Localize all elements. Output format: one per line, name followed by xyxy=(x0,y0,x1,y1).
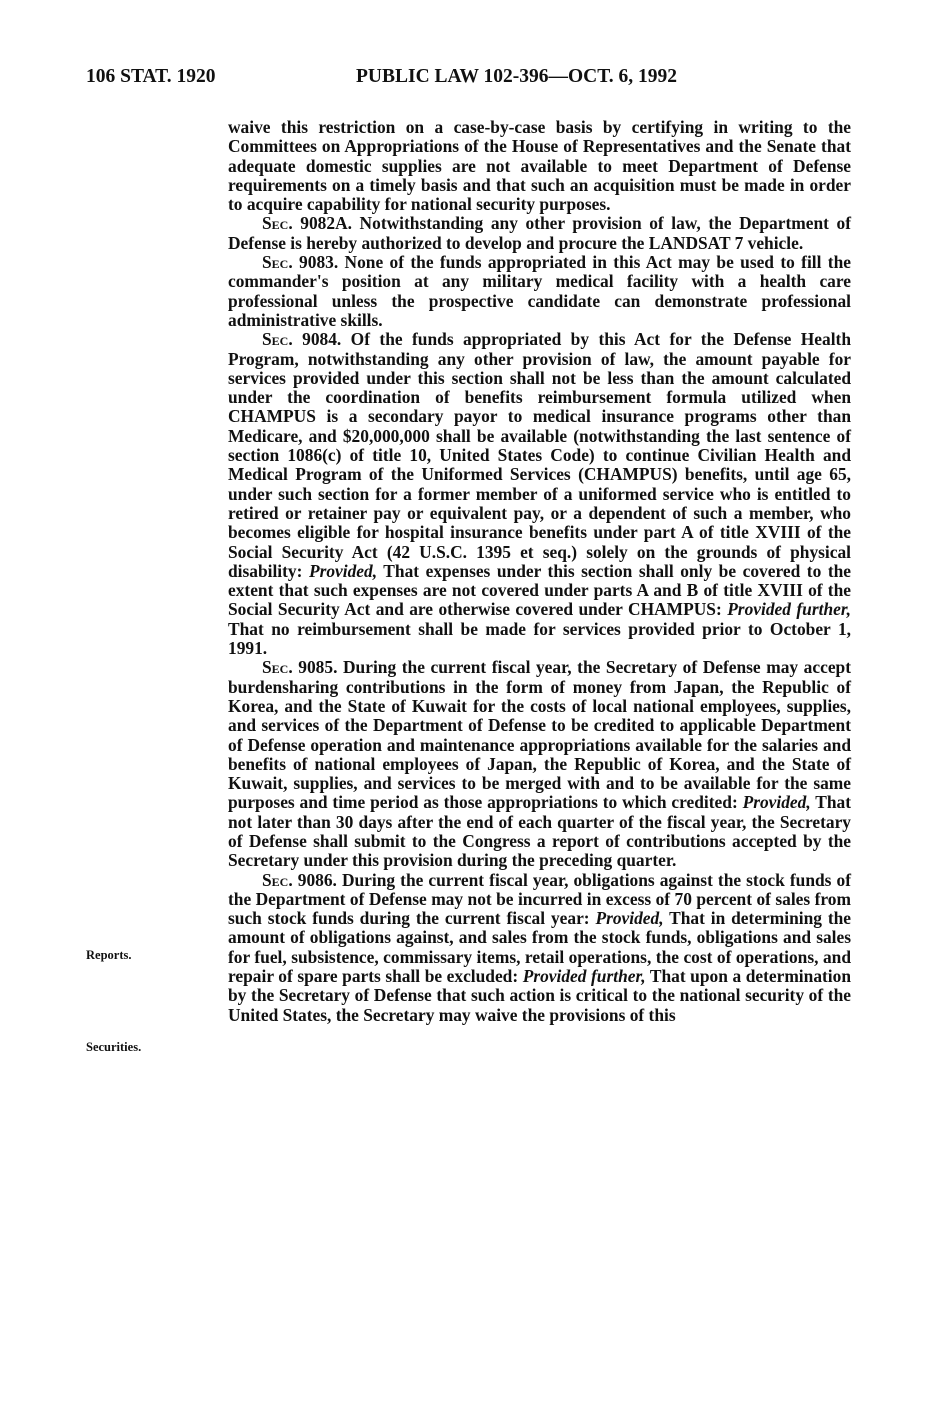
section-9082a: Sec. 9082A. Notwithstanding any other provision of law, the Department of Defense is hereby authorized to develop and procure the LANDSAT 7 vehicle. xyxy=(228,213,851,253)
section-label: Sec. xyxy=(262,252,293,273)
paragraph-continuation: waive this restriction on a case-by-case basis by certifying in writing to the Committees on Appropriations of the House of Representatives and the Senate that adequate domestic supplies are not available to meet Department of Defense requirements on a timely basis and that such an acquisition must be made in order to acquire capability for national security purposes. xyxy=(228,117,851,215)
proviso-label: Provided further, xyxy=(522,966,646,987)
stat-page-reference: 106 STAT. 1920 xyxy=(86,66,216,87)
proviso-label: Provided, xyxy=(595,908,664,929)
section-9084: Sec. 9084. Of the funds appropriated by this Act for the Defense Health Program, notwithstanding any other provision of law, the amount payable for services provided under this section shall not be less than the amount calculated under the coordination of benefits reimbursement formula utilized when CHAMPUS is a secondary payor to medical insurance programs other than Medicare, and $20,000,000 shall be available (notwithstanding the last sentence of section 1086(c) of title 10, United States Code) to continue Civilian Health and Medical Program of the Uniformed Services (CHAMPUS) benefits, until age 65, under such section for a former member of a uniformed service who is entitled to retired or retainer pay or equivalent pay, or a dependent of such a member, who becomes eligible for hospital insurance benefits under part A of title XVIII of the Social Security Act (42 U.S.C. 1395 et seq.) solely on the grounds of physical disability: Provided, That expenses under this section shall only be covered to the extent that such expenses are not covered under parts A and B of title XVIII of the Social Security Act and are otherwise covered under CHAMPUS: Provided further, That no reimbursement shall be made for services provided prior to October 1, 1991. xyxy=(228,329,851,659)
public-law-title: PUBLIC LAW 102-396—OCT. 6, 1992 xyxy=(356,66,678,87)
proviso-label: Provided further, xyxy=(727,599,851,620)
section-label: Sec. xyxy=(262,213,293,234)
margin-note-securities: Securities. xyxy=(86,1040,142,1054)
section-9086: Sec. 9086. During the current fiscal year, obligations against the stock funds of the Department of Defense may not be incurred in excess of 70 percent of sales from such stock funds during the current fiscal year: Provided, That in determining the amount of obligations against, and sales from the stock funds, obligations and sales for fuel, subsistence, commissary items, retail operations, the cost of operations, and repair of spare parts shall be excluded: Provided further, That upon a determination by the Secretary of Defense that such action is critical to the national security of the United States, the Secretary may waive the provisions of this xyxy=(228,869,852,1025)
margin-note-reports: Reports. xyxy=(86,948,132,962)
section-9083: Sec. 9083. None of the funds appropriated in this Act may be used to fill the commander's position at any military medical facility with a health care professional unless the prospective candidate can demonstrate professional administrative skills. xyxy=(228,252,851,330)
section-label: Sec. xyxy=(262,869,293,890)
section-label: Sec. xyxy=(262,657,293,678)
proviso-label: Provided, xyxy=(308,560,378,581)
section-9085: Sec. 9085. During the current fiscal year, the Secretary of Defense may accept burdensharing contributions in the form of money from Japan, the Republic of Korea, and the State of Kuwait for the costs of local national employees, supplies, and services of the Department of Defense to be credited to applicable Department of Defense operation and maintenance appropriations available for the salaries and benefits of national employees of Japan, the Republic of Korea, and the State of Kuwait, supplies, and services to be merged with and to be available for the same purposes and time period as those appropriations to which credited: Provided, That not later than 30 days after the end of each quarter of the fiscal year, the Secretary of Defense shall submit to the Congress a report of contributions accepted by the Secretary under this provision during the preceding quarter. xyxy=(228,657,851,871)
proviso-label: Provided, xyxy=(742,792,811,813)
section-label: Sec. xyxy=(262,329,293,350)
statute-body xyxy=(228,118,851,1025)
page-header xyxy=(86,66,856,96)
